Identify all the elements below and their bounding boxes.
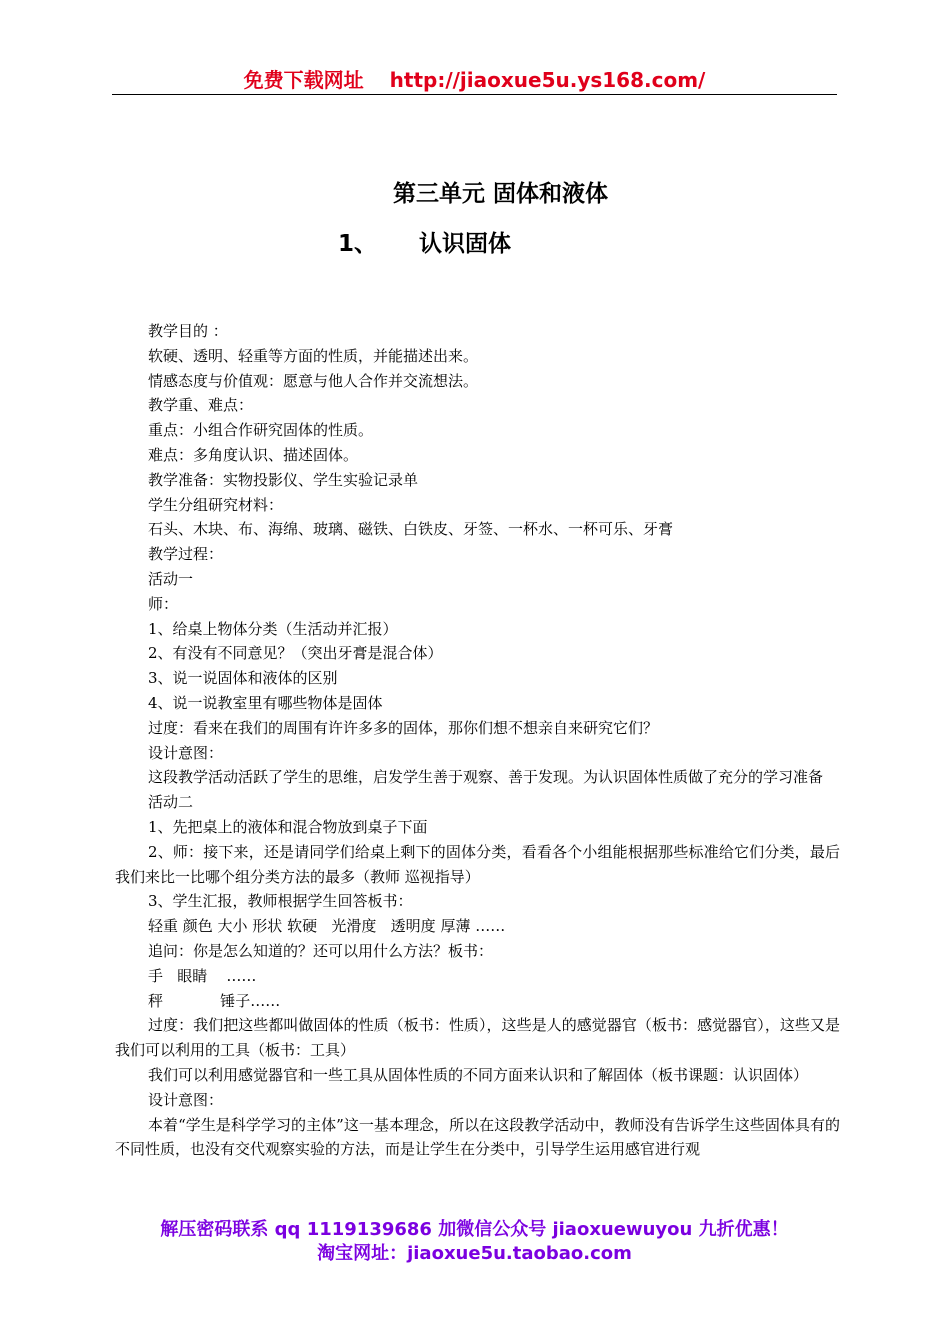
- footer-shop-link[interactable]: 淘宝网址：jiaoxue5u.taobao.com: [317, 1243, 632, 1264]
- paragraph: 学生分组研究材料：: [148, 495, 284, 514]
- paragraph: 2、师：接下来，还是请同学们给桌上剩下的固体分类，看看各个小组能根据那些标准给它们分类，最后我们来比一比哪个组分类方法的最多（教师 巡视指导）: [115, 842, 840, 886]
- paragraph: 教学重、难点：: [148, 396, 254, 415]
- header-url-link[interactable]: http://jiaoxue5u.ys168.com/: [389, 68, 706, 92]
- document-body: [115, 319, 840, 1162]
- paragraph: 活动二: [148, 793, 194, 812]
- paragraph: 2、有没有不同意见？（突出牙膏是混合体）: [148, 644, 443, 663]
- paragraph: 软硬、透明、轻重等方面的性质，并能描述出来。: [148, 346, 479, 365]
- paragraph: 4、说一说教室里有哪些物体是固体: [148, 693, 383, 712]
- paragraph: 轻重 颜色 大小 形状 软硬 光滑度 透明度 厚薄 ……: [148, 917, 506, 936]
- header-label: 免费下载网址: [243, 68, 364, 92]
- paragraph: 过度：我们把这些都叫做固体的性质（板书：性质），这些是人的感觉器官（板书：感觉器官），这些又是我们可以利用的工具（板书：工具）: [115, 1016, 840, 1060]
- page-header: [112, 66, 837, 94]
- paragraph: 1、给桌上物体分类（生活动并汇报）: [148, 619, 398, 638]
- paragraph: 教学目的 ：: [148, 322, 228, 340]
- paragraph: 设计意图：: [148, 1090, 224, 1109]
- paragraph: 秤 锤子……: [148, 991, 281, 1010]
- paragraph: 师：: [148, 594, 179, 613]
- paragraph: 教学准备：实物投影仪、学生实验记录单: [148, 470, 419, 489]
- paragraph: 手 眼睛 ……: [148, 966, 257, 985]
- footer-contact: 解压密码联系 qq 1119139686 加微信公众号 jiaoxuewuyou 九折优惠！: [160, 1219, 789, 1240]
- header-divider: [112, 94, 837, 95]
- paragraph: 1、先把桌上的液体和混合物放到桌子下面: [148, 817, 428, 836]
- paragraph: 过度：看来在我们的周围有许许多多的固体，那你们想不想亲自来研究它们？: [148, 718, 659, 737]
- paragraph: 设计意图：: [148, 743, 224, 762]
- lesson-name: 认识固体: [419, 231, 511, 257]
- paragraph: 情感态度与价值观：愿意与他人合作并交流想法。: [148, 371, 479, 390]
- paragraph: 石头、木块、布、海绵、玻璃、磁铁、白铁皮、牙签、一杯水、一杯可乐、牙膏: [148, 520, 674, 539]
- lesson-number: 1、: [337, 231, 377, 257]
- paragraph: 3、说一说固体和液体的区别: [148, 669, 338, 688]
- paragraph: 这段教学活动活跃了学生的思维，启发学生善于观察、善于发现。为认识固体性质做了充分的学习准备: [148, 768, 824, 787]
- paragraph: 追问：你是怎么知道的？还可以用什么方法？板书：: [148, 941, 494, 960]
- unit-title: 第三单元 固体和液体: [392, 181, 608, 207]
- paragraph: 3、学生汇报，教师根据学生回答板书：: [148, 892, 413, 911]
- paragraph: 本着“学生是科学学习的主体”这一基本理念，所以在这段教学活动中，教师没有告诉学生这些固体具有的不同性质，也没有交代观察实验的方法，而是让学生在分类中，引导学生运用感官进行观: [115, 1115, 840, 1159]
- paragraph: 活动一: [148, 569, 194, 588]
- paragraph: 难点：多角度认识、描述固体。: [148, 445, 359, 464]
- paragraph: 我们可以利用感觉器官和一些工具从固体性质的不同方面来认识和了解固体（板书课题：认识固体）: [148, 1065, 809, 1084]
- lesson-title: [62, 228, 787, 260]
- paragraph: 教学过程：: [148, 545, 224, 564]
- paragraph: 重点：小组合作研究固体的性质。: [148, 421, 374, 440]
